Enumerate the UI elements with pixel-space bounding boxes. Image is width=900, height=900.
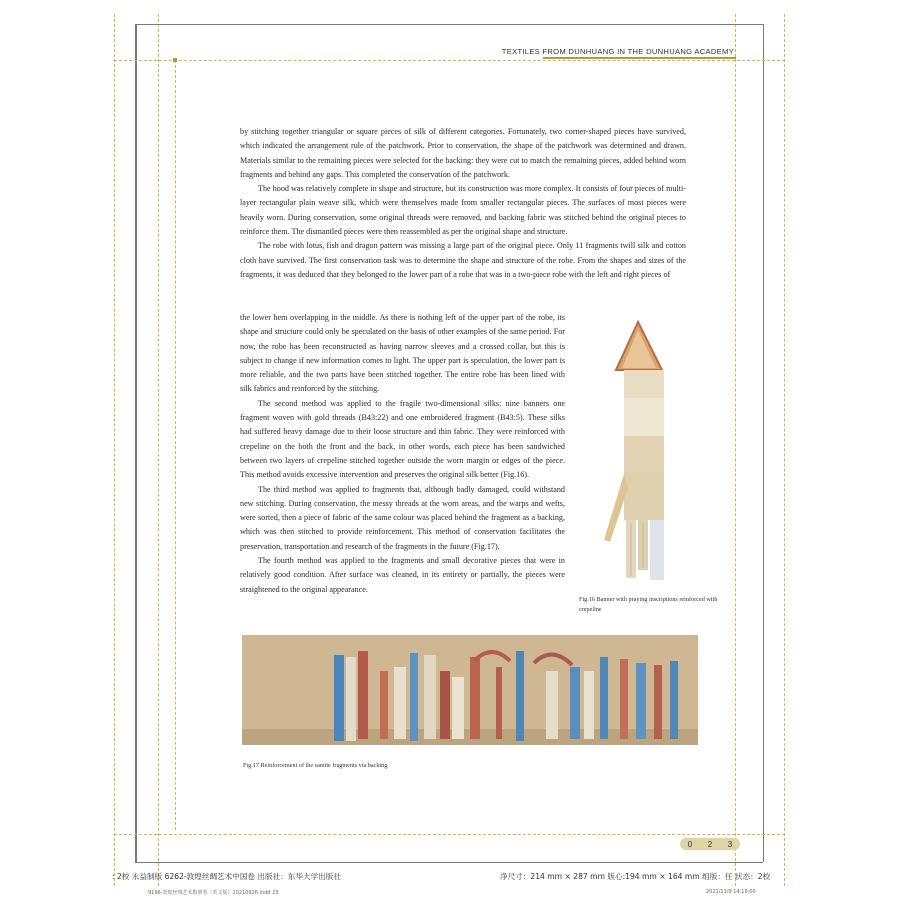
footer-slug-left: : 2校 永益制版 6262-敦煌丝绸艺术中国卷 出版社：东华大学出版社 (112, 872, 341, 881)
footer-file-info: 9196-敦煌丝绸艺术数册卷（英文版）20210926.indd 23 (148, 890, 279, 896)
fig17-caption: Fig.17 Reinforcement of the samite fragments via backing (243, 762, 388, 769)
guide-line-right-inner (735, 14, 736, 886)
guide-marker (173, 58, 177, 62)
fig16-banner-image (578, 318, 706, 584)
header-rule (543, 57, 736, 59)
page-number-digit: 3 (727, 839, 733, 849)
paragraph-second-method: The second method was applied to the fragile two-dimensional silks: nine banners one fragment woven with gold threads (B43:22) and one embroidered fragment (B43:5). These silks had suffered heavy damage due to their loose structure and thin fabric. They were reinforced with crepeline on the both the front and the back, in other words, each piece has been sandwiched between two layers of crepeline stitched together outside the worn margin or edges of the piece. This method avoids excessive intervention and preserves the original silk better (Fig.16). (240, 398, 565, 480)
text-block-narrow-column (240, 311, 565, 597)
page-number-digit: 0 (687, 839, 693, 849)
paragraph-fourth-method: The fourth method was applied to the fragments and small decorative pieces that were in relatively good condition. After surface was cleaned, in its entirety or partially, the pieces were straightened to the original appearance. (240, 556, 565, 594)
paragraph-hood: The hood was relatively complete in shape and structure, but its construction was more complex. It consists of four pieces of multi-layer rectangular plain weave silk, which were themselves made from smaller rectangular pieces. The surfaces of most pieces were heavily worn. During conservation, some original threads were removed, and backing fabric was stitched behind the original pieces to reinforce them. The dismantled pieces were then reassembled as per the original shape and structure. (240, 184, 686, 237)
running-header: TEXTILES FROM DUNHUANG IN THE DUNHUANG ACADEMY (501, 47, 734, 56)
guide-line-left-inner (158, 14, 159, 886)
paragraph-third-method: The third method was applied to fragments that, although badly damaged, could withstand new stitching. During conservation, the messy threads at the worn areas, and the warps and wefts, were sorted, then a piece of fabric of the same colour was placed behind the fragment as a backing, which was then stitched to provide reinforcement. This method of conservation facilitates the preservation, transportation and research of the fragments in the future (Fig.17). (240, 484, 565, 551)
text-block-full-width (240, 125, 686, 282)
page-number-digit: 2 (707, 839, 713, 849)
page-number (680, 838, 740, 850)
paragraph-robe-start: The robe with lotus, fish and dragon pattern was missing a large part of the original piece. Only 11 fragments twill silk and cotton cloth have survived. The first conservation task was to determine the shape and structure of the robe. From the shapes and sizes of the fragments, it was deduced that they belonged to the lower part of a robe that was in a two-piece robe with the left and right pieces of (240, 241, 686, 279)
guide-line-left-outer (114, 14, 115, 886)
guide-line-top (114, 60, 785, 61)
page-edge-left (135, 24, 137, 862)
footer-slug-right: 净尺寸：214 mm × 287 mm 版心:194 mm × 164 mm 组版：任 状态：2校 (500, 872, 771, 881)
page-edge-bottom (135, 862, 763, 863)
paragraph-robe-continued: the lower hem overlapping in the middle. As there is nothing left of the upper part of the robe, its shape and structure could only be speculated on the basis of other examples of the same period. For now, the robe has been reconstructed as having narrow sleeves and a crossed collar, but this is subject to change if new information comes to light. The upper part is speculation, the lower part is more reliable, and the two parts have been stitched together. The entire robe has been lined with silk fabrics and reinforced by the stitching. (240, 313, 565, 394)
fig16-caption: Fig.16 Banner with praying inscriptions reinforced with crepeline (579, 596, 718, 613)
guide-line-bottom (114, 834, 785, 835)
page-edge-top (135, 24, 763, 25)
page-edge-right (763, 24, 764, 862)
paragraph-patchwork: by stitching together triangular or square pieces of silk of different categories. Fortunately, two corner-shaped pieces have survived, which indicated the arrangement rule of the patchwork. Prior to conservation, the shape of the patchwork was determined and drawn. Materials similar to the remaining pieces were selected for the backing: they were cut to match the remaining pieces, added behind worn fragments and behind any gaps. This completed the conservation of the patchwork. (240, 127, 686, 179)
guide-line-margin (175, 60, 176, 830)
fig17-samite-image (234, 627, 708, 753)
footer-timestamp: 2021/11/9 14:19:00 (706, 889, 756, 895)
guide-line-right-outer (784, 14, 785, 886)
